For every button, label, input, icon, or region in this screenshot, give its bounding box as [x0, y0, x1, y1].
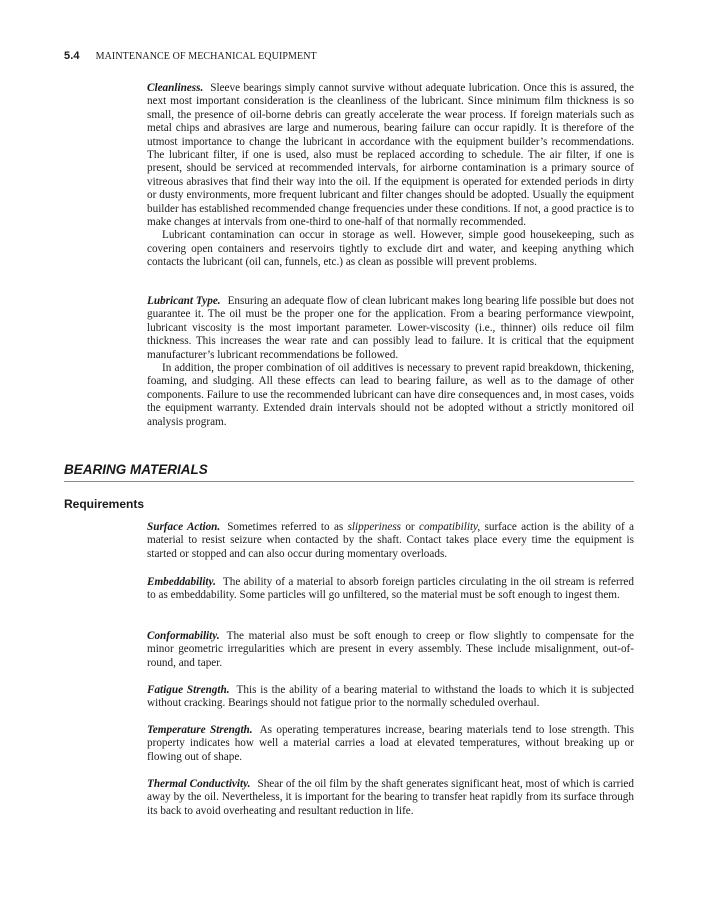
thermal-conductivity-heading: Thermal Conductivity.	[147, 778, 251, 790]
conformability-section	[147, 630, 634, 670]
conformability-paragraph: Conformability. The material also must be soft enough to creep or flow slightly to compensate for the minor geometric irregularities which are present in every assembly. These include misalignment, out-of-round, and taper.	[147, 630, 634, 669]
term-compatibility: compatibility,	[418, 521, 481, 533]
embeddability-section	[147, 576, 634, 603]
fatigue-strength-section	[147, 684, 634, 711]
lubricant-type-heading: Lubricant Type.	[147, 295, 221, 307]
conformability-heading: Conformability.	[147, 630, 220, 642]
section-title: BEARING MATERIALS	[64, 462, 634, 482]
thermal-conductivity-section	[147, 778, 634, 818]
surface-action-paragraph: Surface Action. Sometimes referred to as slipperiness or compatibility, surface action is the ability of a material to resist seizure when contacted by the shaft. Contact takes place every time the equipment is started or stopped and can also occur during momentary overloads.	[147, 521, 634, 560]
temperature-strength-paragraph: Temperature Strength. As operating temperatures increase, bearing materials tend to lose strength. This property indicates how well a material carries a load at elevated temperatures, without breaking up or flowing out of shape.	[147, 724, 634, 763]
lubricant-type-paragraph-1: Lubricant Type. Ensuring an adequate flow of clean lubricant makes long bearing life possible but does not guarantee it. The oil must be the proper one for the application. From a bearing performance viewpoint, lubricant viscosity is the most important parameter. Lower-viscosity (i.e., thinner) oils reduce oil film thickness. This increases the wear rate and can possibly lead to failure. It is critical that the equipment manufacturer’s lubricant recommendations be followed.	[147, 295, 634, 361]
lubricant-type-paragraph-2: In addition, the proper combination of oil additives is necessary to prevent rapid breakdown, thickening, foaming, and sludging. All these effects can lead to bearing failure, as well as to the damage of other components. Failure to use the recommended lubricant can have dire consequences and, in most cases, voids the equipment warranty. Extended drain intervals should not be adopted without a strictly monitored oil analysis program.	[147, 362, 634, 428]
embeddability-heading: Embeddability.	[147, 576, 216, 588]
thermal-conductivity-paragraph: Thermal Conductivity. Shear of the oil film by the shaft generates significant heat, most of which is carried away by the oil. Nevertheless, it is important for the bearing to transfer heat rapidly from its surface through its back to avoid overheating and resultant reduction in life.	[147, 778, 634, 817]
cleanliness-paragraph-1: Cleanliness. Sleeve bearings simply cannot survive without adequate lubrication. Once this is assured, the next most important consideration is the cleanliness of the lubricant. Since minimum film thickness is so small, the presence of oil-borne debris can greatly accelerate the wear process. If foreign materials such as metal chips and abrasives are large and numerous, bearing failure can occur rapidly. It is therefore of the utmost importance to change the lubricant in accordance with the equipment builder’s recommendations. The lubricant filter, if one is used, also must be replaced according to schedule. The air filter, if one is present, should be serviced at recommended intervals, for airborne contamination is a primary source of vitreous abrasives that find their way into the oil. If the equipment is operated for extended periods in dirty or dusty environments, more frequent lubricant and filter changes should be adopted. Usually the equipment builder has established recommended change frequencies under these conditions. If not, a good practice is to make changes at intervals from one-third to one-half of that normally recommended.	[147, 82, 634, 229]
surface-action-section	[147, 521, 634, 561]
surface-action-heading: Surface Action.	[147, 521, 221, 533]
running-head	[64, 50, 317, 62]
fatigue-strength-heading: Fatigue Strength.	[147, 684, 230, 696]
fatigue-strength-paragraph: Fatigue Strength. This is the ability of a bearing material to withstand the loads to which it is subjected without cracking. Bearings should not fatigue prior to the normally scheduled overhaul.	[147, 684, 635, 710]
embeddability-paragraph: Embeddability. The ability of a material to absorb foreign particles circulating in the oil stream is referred to as embeddability. Some particles will go unfiltered, so the material must be soft enough to ingest them.	[147, 576, 634, 602]
running-title: MAINTENANCE OF MECHANICAL EQUIPMENT	[95, 51, 317, 62]
lubricant-type-section	[147, 295, 634, 429]
cleanliness-heading: Cleanliness.	[147, 82, 204, 94]
subheading: Requirements	[64, 497, 145, 511]
cleanliness-section	[147, 82, 634, 270]
temperature-strength-heading: Temperature Strength.	[147, 724, 253, 736]
temperature-strength-section	[147, 724, 634, 764]
term-slipperiness: slipperiness	[347, 521, 402, 533]
cleanliness-paragraph-2: Lubricant contamination can occur in storage as well. However, simple good housekeeping, such as covering open containers and reservoirs tightly to exclude dirt and water, and keeping anything which contacts the lubricant (oil can, funnels, etc.) as clean as possible will prevent problems.	[147, 229, 634, 269]
page-number: 5.4	[64, 50, 80, 62]
